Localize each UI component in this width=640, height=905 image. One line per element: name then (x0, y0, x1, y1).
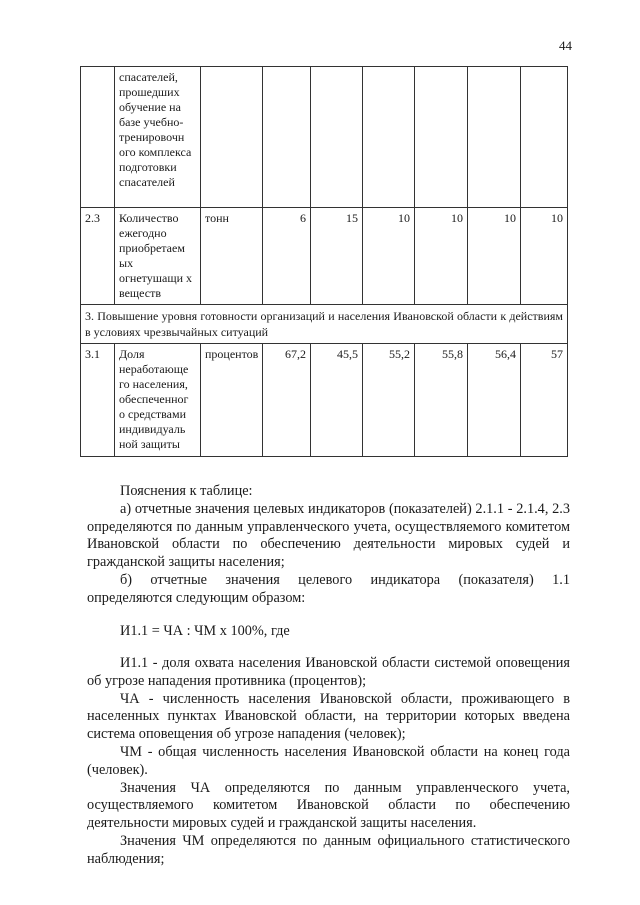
value-cell: 10 (363, 208, 415, 305)
unit-cell: процентов (201, 344, 263, 457)
note-paragraph: б) отчетные значения целевого индикатора (показателя) 1.1 определяются следующим образом: (87, 571, 570, 606)
value-cell: 45,5 (311, 344, 363, 457)
section-row (81, 305, 568, 344)
note-paragraph: И1.1 - доля охвата населения Ивановской области системой оповещения об угрозе нападения противника (процентов); (87, 655, 570, 689)
row-number: 2.3 (81, 208, 115, 305)
value-cell: 10 (521, 208, 568, 305)
notes-block-1 (87, 483, 570, 608)
value-cell: 67,2 (263, 344, 311, 457)
unit-cell: тонн (201, 208, 263, 305)
value-cell (363, 67, 415, 208)
value-cell: 10 (468, 208, 521, 305)
section-heading: 3. Повышение уровня готовности организаций и населения Ивановской области к действиям в условиях чрезвычайных ситуаций (81, 305, 568, 344)
note-paragraph: ЧМ - общая численность населения Ивановской области на конец года (человек). (87, 743, 570, 778)
notes-heading: Пояснения к таблице: (120, 483, 253, 499)
value-cell: 15 (311, 208, 363, 305)
note-paragraph: ЧА - численность населения Ивановской области, проживающего в населенных пунктах Ивановской области, на территории которых введена система оповещения об угрозе нападения (человек); (87, 690, 570, 743)
value-cell: 55,2 (363, 344, 415, 457)
indicator-name: спасателей, прошедших обучение на базе учебно-тренировочн ого комплекса подготовки спасателей (115, 67, 201, 208)
note-paragraph: Значения ЧМ определяются по данным официального статистического наблюдения; (87, 832, 570, 867)
table-row (81, 67, 568, 208)
value-cell: 10 (415, 208, 468, 305)
value-cell: 57 (521, 344, 568, 457)
value-cell (468, 67, 521, 208)
row-number (81, 67, 115, 208)
value-cell (415, 67, 468, 208)
value-cell (263, 67, 311, 208)
value-cell (521, 67, 568, 208)
notes-block-2 (87, 655, 570, 869)
table-row (81, 344, 568, 457)
table-row (81, 208, 568, 305)
row-number: 3.1 (81, 344, 115, 457)
value-cell: 55,8 (415, 344, 468, 457)
indicator-name: Доля неработающе го населения, обеспеченног о средствами индивидуаль ной защиты (115, 344, 201, 457)
formula: И1.1 = ЧА : ЧМ х 100%, где (120, 623, 290, 639)
unit-cell (201, 67, 263, 208)
value-cell: 6 (263, 208, 311, 305)
value-cell (311, 67, 363, 208)
value-cell: 56,4 (468, 344, 521, 457)
page-number: 44 (559, 38, 572, 53)
note-paragraph: а) отчетные значения целевых индикаторов (показателей) 2.1.1 - 2.1.4, 2.3 определяются по данным управленческого учета, осуществляемого комитетом Ивановской области по обеспечению деятельности мировых судей и гражданской защиты населения; (87, 500, 570, 571)
indicators-table (80, 66, 568, 457)
indicator-name: Количество ежегодно приобретаем ых огнетушащи х веществ (115, 208, 201, 305)
note-paragraph: Значения ЧА определяются по данным управленческого учета, осуществляемого комитетом Ивановской области по обеспечению деятельности мировых судей и гражданской защиты населения. (87, 779, 570, 832)
